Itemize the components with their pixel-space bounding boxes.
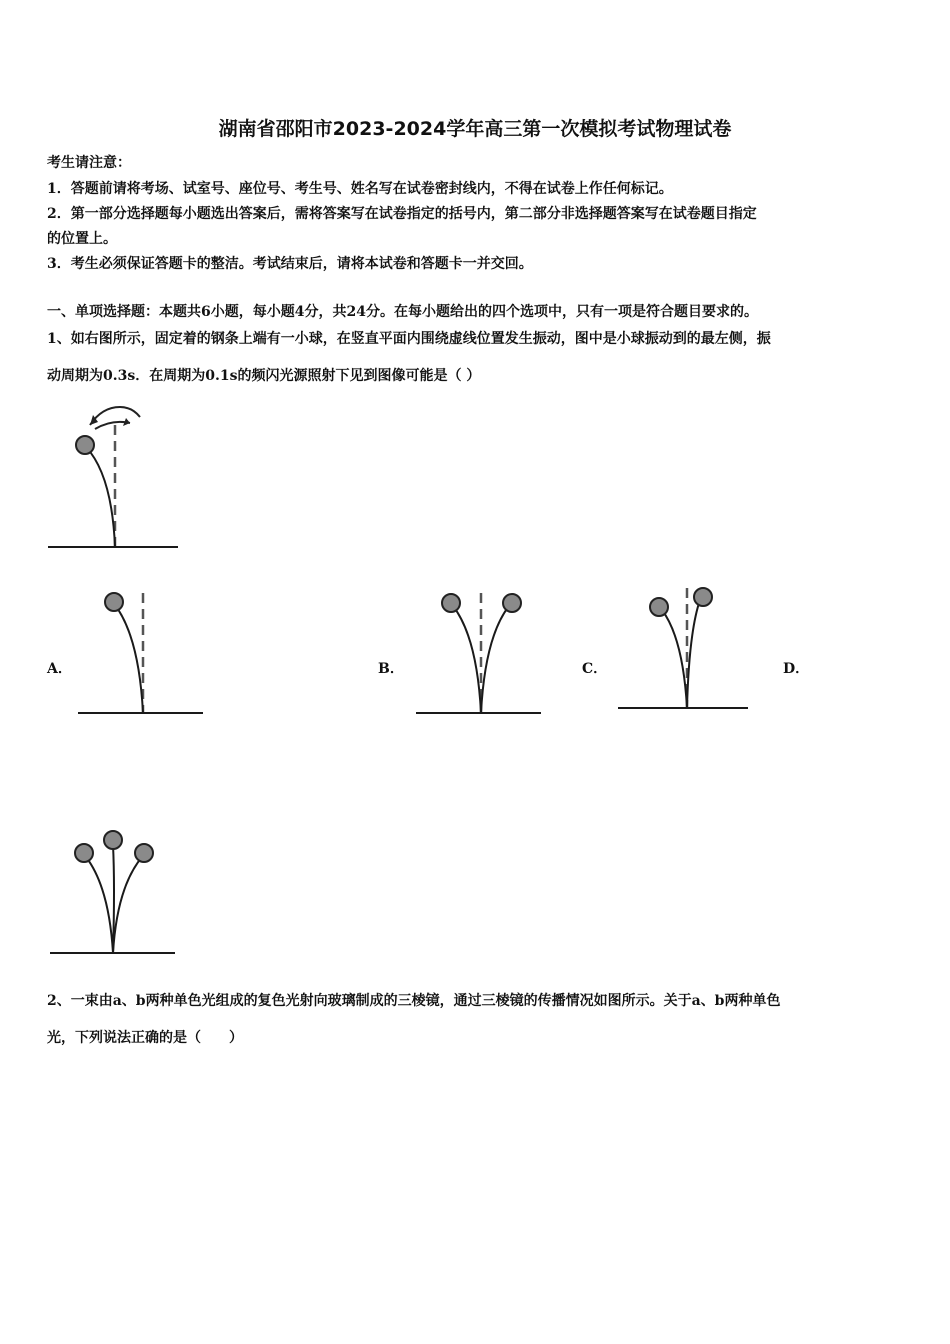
option-c-figure bbox=[615, 580, 755, 715]
question-2-line-1: 2、一束由a、b两种单色光组成的复色光射向玻璃制成的三棱镜，通过三棱镜的传播情况如图所示。关于a、b两种单色 bbox=[47, 993, 781, 1009]
page-title: 湖南省邵阳市2023-2024学年高三第一次模拟考试物理试卷 bbox=[218, 118, 732, 140]
section-heading: 一、单项选择题：本题共6小题，每小题4分，共24分。在每小题给出的四个选项中，只有一项是符合题目要求的。 bbox=[47, 304, 758, 320]
option-d-figure bbox=[45, 825, 180, 960]
option-a-figure bbox=[75, 585, 210, 720]
question-1-line-2: 动周期为0.3s．在周期为0.1s的频闪光源照射下见到图像可能是（ ） bbox=[47, 368, 481, 384]
notice-heading: 考生请注意： bbox=[47, 155, 131, 171]
question-1-line-1: 1、如右图所示，固定着的钢条上端有一小球，在竖直平面内围绕虚线位置发生振动，图中是小球振动到的最左侧，振 bbox=[47, 331, 771, 347]
notice-item-2: 2．第一部分选择题每小题选出答案后，需将答案写在试卷指定的括号内，第二部分非选择题答案写在试卷题目指定 bbox=[47, 206, 757, 222]
option-b-label: B． bbox=[378, 661, 404, 677]
question-1-figure bbox=[40, 395, 190, 555]
question-2-line-2: 光，下列说法正确的是（ ） bbox=[47, 1030, 243, 1046]
notice-item-2-cont: 的位置上。 bbox=[47, 231, 117, 247]
option-d-label: D． bbox=[783, 661, 810, 677]
notice-item-3: 3．考生必须保证答题卡的整洁。考试结束后，请将本试卷和答题卡一并交回。 bbox=[47, 256, 533, 272]
notice-item-1: 1．答题前请将考场、试室号、座位号、考生号、姓名写在试卷密封线内，不得在试卷上作任何标记。 bbox=[47, 181, 673, 197]
option-c-label: C． bbox=[582, 661, 608, 677]
option-a-label: A． bbox=[47, 661, 72, 677]
option-b-figure bbox=[413, 585, 548, 720]
